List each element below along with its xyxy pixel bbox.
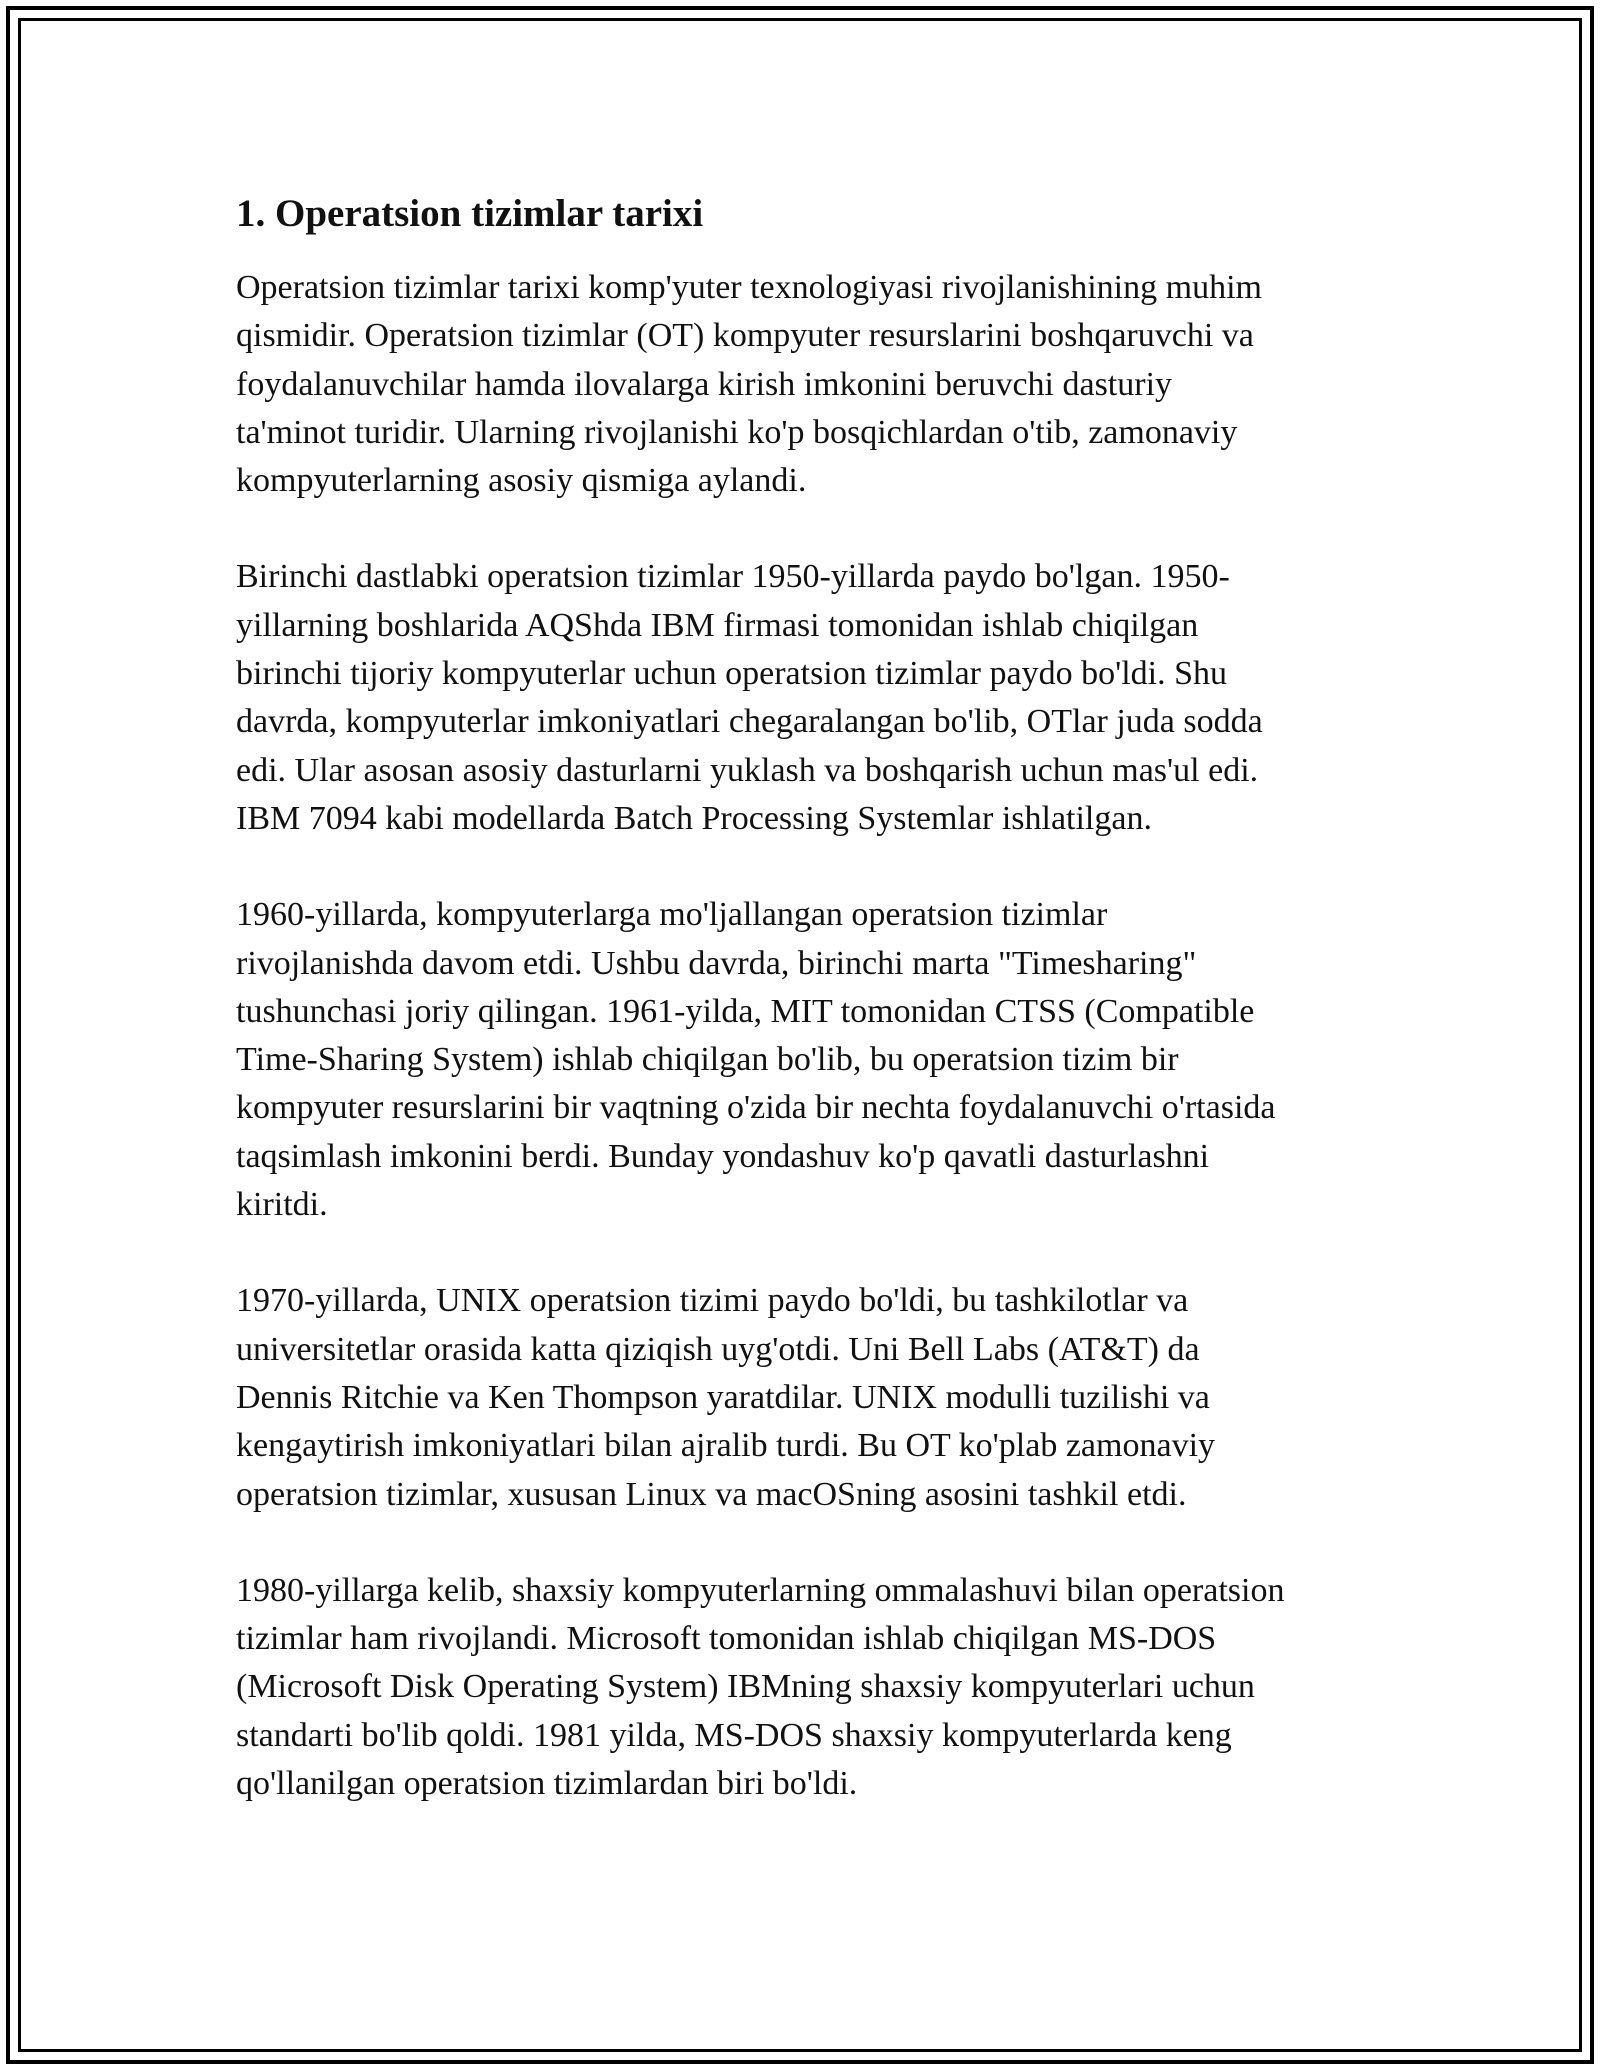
text-line: operatsion tizimlar, xususan Linux va macOSning asosini tashkil etdi.: [236, 1475, 1187, 1513]
text-line: IBM 7094 kabi modellarda Batch Processing Systemlar ishlatilgan.: [236, 799, 1152, 837]
text-line: foydalanuvchilar hamda ilovalarga kirish imkonini beruvchi dasturiy: [236, 365, 1173, 403]
paragraph-intro: [236, 264, 1376, 505]
text-line: yillarning boshlarida AQShda IBM firmasi tomonidan ishlab chiqilgan: [236, 606, 1199, 644]
text-line: kompyuter resurslarini bir vaqtning o'zida bir nechta foydalanuvchi o'rtasida: [236, 1089, 1276, 1127]
text-line: kompyuterlarning asosiy qismiga aylandi.: [236, 462, 807, 500]
text-line: davrda, kompyuterlar imkoniyatlari chegaralangan bo'lib, OTlar juda sodda: [236, 703, 1263, 741]
text-line: standarti bo'lib qoldi. 1981 yilda, MS-DOS shaxsiy kompyuterlarda keng: [236, 1716, 1232, 1754]
text-line: birinchi tijoriy kompyuterlar uchun operatsion tizimlar paydo bo'ldi. Shu: [236, 655, 1227, 693]
text-line: tizimlar ham rivojlandi. Microsoft tomonidan ishlab chiqilgan MS-DOS: [236, 1620, 1217, 1658]
text-line: rivojlanishda davom etdi. Ushbu davrda, birinchi marta "Timesharing": [236, 944, 1197, 982]
text-line: 1980-yillarga kelib, shaxsiy kompyuterlarning ommalashuvi bilan operatsion: [236, 1571, 1285, 1609]
text-line: qo'llanilgan operatsion tizimlardan biri bo'ldi.: [236, 1765, 858, 1803]
paragraph-1970s: [236, 1277, 1376, 1518]
document-body: [236, 186, 1376, 1856]
text-line: taqsimlash imkonini berdi. Bunday yondashuv ko'p qavatli dasturlashni: [236, 1137, 1210, 1175]
paragraph-1980s: [236, 1567, 1376, 1808]
text-line: (Microsoft Disk Operating System) IBMning shaxsiy kompyuterlari uchun: [236, 1668, 1255, 1706]
text-line: qismidir. Operatsion tizimlar (OT) kompyuter resurslarini boshqaruvchi va: [236, 317, 1254, 355]
text-line: universitetlar orasida katta qiziqish uyg'otdi. Uni Bell Labs (AT&T) da: [236, 1330, 1200, 1368]
text-line: Birinchi dastlabki operatsion tizimlar 1950-yillarda paydo bo'lgan. 1950-: [236, 558, 1230, 596]
text-line: 1960-yillarda, kompyuterlarga mo'ljallangan operatsion tizimlar: [236, 896, 1108, 934]
text-line: Time-Sharing System) ishlab chiqilgan bo'lib, bu operatsion tizim bir: [236, 1041, 1179, 1079]
text-line: Dennis Ritchie va Ken Thompson yaratdilar. UNIX modulli tuzilishi va: [236, 1378, 1210, 1416]
text-line: kengaytirish imkoniyatlari bilan ajralib turdi. Bu OT ko'plab zamonaviy: [236, 1427, 1216, 1465]
paragraph-1950s: [236, 553, 1376, 843]
text-line: tushunchasi joriy qilingan. 1961-yilda, MIT tomonidan CTSS (Compatible: [236, 992, 1255, 1030]
text-line: 1970-yillarda, UNIX operatsion tizimi paydo bo'ldi, bu tashkilotlar va: [236, 1282, 1189, 1320]
paragraph-1960s: [236, 891, 1376, 1229]
text-line: Operatsion tizimlar tarixi komp'yuter texnologiyasi rivojlanishining muhim: [236, 269, 1262, 306]
section-heading: 1. Operatsion tizimlar tarixi: [236, 192, 704, 235]
text-line: kiritdi.: [236, 1186, 328, 1224]
text-line: edi. Ular asosan asosiy dasturlarni yuklash va boshqarish uchun mas'ul edi.: [236, 751, 1259, 789]
text-line: ta'minot turidir. Ularning rivojlanishi ko'p bosqichlardan o'tib, zamonaviy: [236, 413, 1238, 451]
